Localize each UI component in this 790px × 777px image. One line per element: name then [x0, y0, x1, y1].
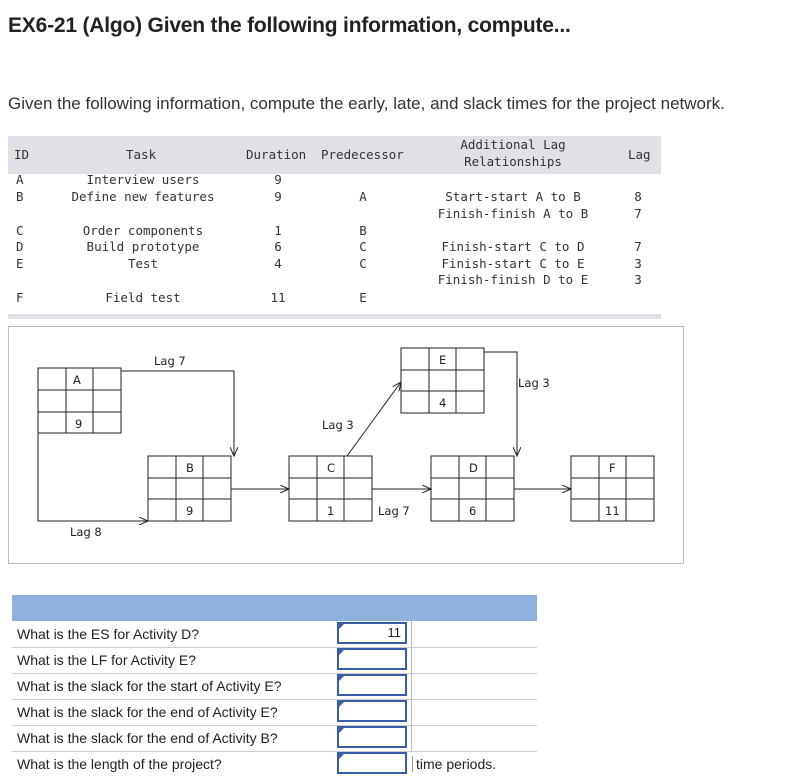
row-id: D	[16, 239, 24, 254]
row-duration: 9	[274, 172, 282, 187]
column-divider	[411, 673, 412, 699]
lag-rel-text: Finish-start C to D	[441, 239, 585, 254]
col-header-id: ID	[14, 147, 30, 162]
lag-label-e-d: Lag 3	[518, 376, 550, 390]
row-predecessor: A	[359, 189, 367, 204]
row-predecessor: B	[359, 223, 367, 238]
column-divider	[411, 621, 412, 647]
node-f-duration: 11	[605, 504, 620, 518]
answer-unit: time periods.	[412, 756, 496, 772]
question-table-header	[12, 595, 537, 621]
answer-input-slack-end-b[interactable]	[337, 726, 407, 748]
row-predecessor: C	[359, 239, 367, 254]
row-duration: 11	[270, 290, 286, 305]
lag-rel-value: 3	[634, 272, 642, 287]
question-text: What is the length of the project?	[17, 756, 222, 772]
answer-input-lf-e[interactable]	[337, 648, 407, 670]
node-c-id: C	[327, 461, 336, 475]
row-task: Interview users	[86, 172, 200, 187]
question-text: What is the slack for the end of Activity E?	[17, 704, 278, 720]
lag-rel-value: 8	[634, 189, 642, 204]
row-predecessor: C	[359, 256, 367, 271]
lag-label-c-d: Lag 7	[378, 504, 410, 518]
col-header-task: Task	[126, 147, 157, 162]
col-header-duration: Duration	[246, 147, 307, 162]
question-text: What is the LF for Activity E?	[17, 652, 196, 668]
row-predecessor: E	[359, 290, 367, 305]
lag-rel-text: Finish-finish D to E	[437, 272, 589, 287]
question-text: What is the ES for Activity D?	[17, 626, 200, 642]
row-id: F	[16, 290, 24, 305]
question-row	[12, 673, 537, 700]
row-duration: 9	[274, 189, 282, 204]
lag-label-a-b-ff: Lag 7	[154, 354, 186, 368]
node-f-id: F	[609, 461, 616, 475]
table-bottom-band	[8, 314, 661, 319]
node-b-duration: 9	[186, 504, 194, 518]
page-title: EX6-21 (Algo) Given the following information, compute...	[8, 14, 571, 37]
col-header-lag: Lag	[628, 147, 651, 162]
question-row	[12, 699, 537, 726]
col-header-predecessor: Predecessor	[321, 147, 404, 162]
node-a-id: A	[73, 373, 81, 387]
question-row	[12, 725, 537, 752]
answer-input-project-length[interactable]	[337, 752, 407, 774]
lag-rel-value: 3	[634, 256, 642, 271]
row-id: E	[16, 256, 24, 271]
column-divider	[411, 699, 412, 725]
row-task: Build prototype	[86, 239, 200, 254]
row-task: Test	[127, 256, 159, 271]
node-c-duration: 1	[327, 504, 335, 518]
col-header-lag-rel-1: Additional Lag	[460, 137, 566, 152]
lag-label-c-e: Lag 3	[322, 418, 354, 432]
network-svg	[9, 327, 683, 563]
question-text: What is the slack for the start of Activity E?	[17, 678, 282, 694]
row-duration: 4	[274, 256, 282, 271]
question-text: What is the slack for the end of Activity B?	[17, 730, 278, 746]
lag-rel-text: Finish-finish A to B	[437, 206, 589, 221]
instructions: Given the following information, compute the early, late, and slack times for the project network.	[8, 94, 725, 113]
node-e-duration: 4	[439, 396, 447, 410]
lag-rel-text: Start-start A to B	[445, 189, 581, 204]
question-row	[12, 647, 537, 674]
col-header-lag-rel-2: Relationships	[464, 154, 562, 169]
node-e-id: E	[439, 353, 447, 367]
row-id: A	[16, 172, 24, 187]
row-id: C	[16, 223, 24, 238]
project-table	[8, 132, 661, 324]
answer-input-es-d[interactable]	[337, 622, 407, 644]
row-id: B	[16, 189, 24, 204]
column-divider	[411, 647, 412, 673]
node-b-id: B	[186, 461, 194, 475]
answer-input-slack-end-e[interactable]	[337, 700, 407, 722]
row-duration: 6	[274, 239, 282, 254]
lag-rel-value: 7	[634, 206, 642, 221]
lag-rel-text: Finish-start C to E	[441, 256, 585, 271]
node-a-duration: 9	[75, 417, 83, 431]
question-row	[12, 621, 537, 648]
answer-value: 11	[387, 625, 401, 640]
network-diagram	[8, 326, 684, 564]
row-task: Order components	[82, 223, 204, 238]
answer-input-slack-start-e[interactable]	[337, 674, 407, 696]
row-duration: 1	[274, 223, 282, 238]
node-d-id: D	[469, 461, 478, 475]
lag-label-a-b-ss: Lag 8	[70, 525, 102, 539]
question-row	[12, 751, 537, 777]
lag-rel-value: 7	[634, 239, 642, 254]
column-divider	[411, 725, 412, 751]
row-task: Define new features	[71, 189, 215, 204]
row-task: Field test	[105, 290, 181, 305]
node-d-duration: 6	[469, 504, 477, 518]
